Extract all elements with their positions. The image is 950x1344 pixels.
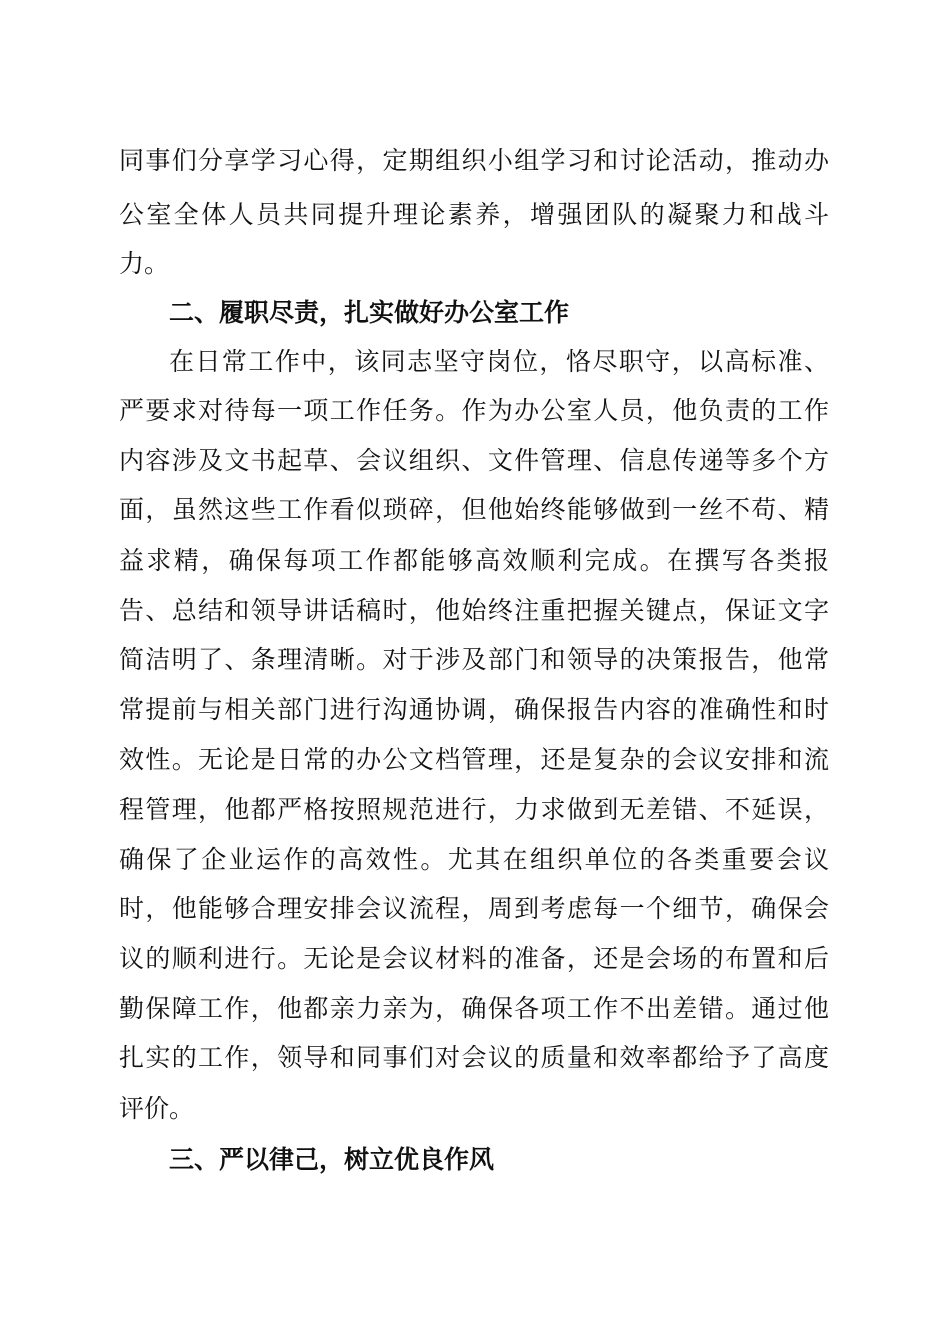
text-line: 常提前与相关部门进行沟通协调，确保报告内容的准确性和时 [119,695,829,724]
text-line: 议的顺利进行。无论是会议材料的准备，还是会场的布置和后 [119,944,829,973]
section-heading-2: 二、履职尽责，扎实做好办公室工作 [169,298,570,327]
text-line: 面，虽然这些工作看似琐碎，但他始终能够做到一丝不苟、精 [119,495,829,524]
text-line: 在日常工作中，该同志坚守岗位，恪尽职守，以高标准、 [169,347,829,376]
text-line: 评价。 [119,1094,195,1123]
text-line: 公室全体人员共同提升理论素养，增强团队的凝聚力和战斗 [119,200,829,229]
text-line: 严要求对待每一项工作任务。作为办公室人员，他负责的工作 [119,396,829,425]
text-line: 益求精，确保每项工作都能够高效顺利完成。在撰写各类报 [119,546,829,575]
text-line: 同事们分享学习心得，定期组织小组学习和讨论活动，推动办 [119,146,829,175]
section-heading-3: 三、严以律己，树立优良作风 [169,1145,495,1174]
text-line: 扎实的工作，领导和同事们对会议的质量和效率都给予了高度 [119,1043,829,1072]
text-line: 勤保障工作，他都亲力亲为，确保各项工作不出差错。通过他 [119,994,829,1023]
text-line: 简洁明了、条理清晰。对于涉及部门和领导的决策报告，他常 [119,645,829,674]
text-line: 确保了企业运作的高效性。尤其在组织单位的各类重要会议 [119,845,829,874]
text-line: 内容涉及文书起草、会议组织、文件管理、信息传递等多个方 [119,446,829,475]
text-line: 程管理，他都严格按照规范进行，力求做到无差错、不延误， [119,795,829,824]
text-line: 效性。无论是日常的办公文档管理，还是复杂的会议安排和流 [119,745,829,774]
text-line: 告、总结和领导讲话稿时，他始终注重把握关键点，保证文字 [119,596,829,625]
text-line: 力。 [119,249,170,278]
text-line: 时，他能够合理安排会议流程，周到考虑每一个细节，确保会 [119,894,829,923]
